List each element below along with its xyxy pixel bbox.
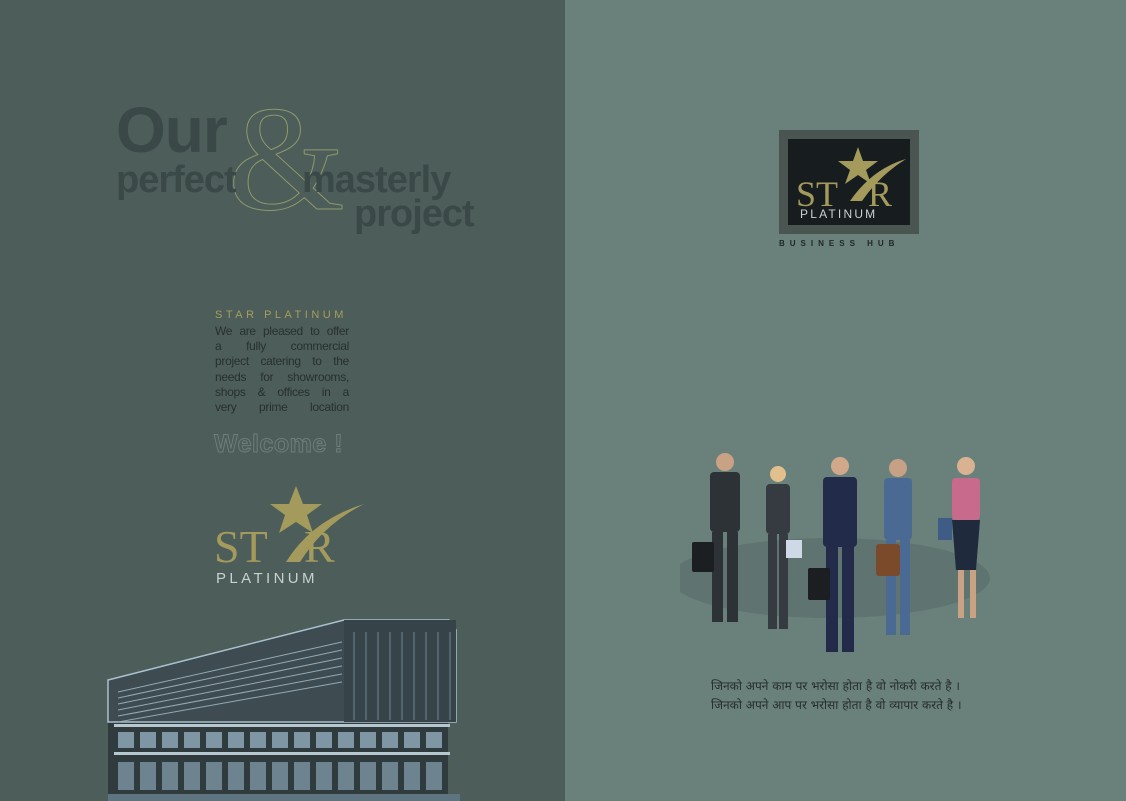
welcome-text: Welcome ! bbox=[214, 430, 344, 458]
logo-st: ST bbox=[796, 174, 839, 214]
star-platinum-logo bbox=[212, 484, 372, 594]
ampersand-outline: & bbox=[228, 76, 345, 242]
headline-our: Our bbox=[116, 94, 227, 166]
intro-line: project catering to the bbox=[215, 354, 349, 369]
right-page bbox=[565, 0, 1126, 801]
hindi-quote bbox=[711, 677, 962, 715]
business-hub-tagline: BUSINESS HUB bbox=[779, 239, 900, 248]
intro-line: a fully commercial bbox=[215, 339, 349, 354]
building-illustration bbox=[104, 612, 464, 801]
headline bbox=[116, 76, 516, 248]
business-hub-logo bbox=[779, 130, 919, 234]
quote-line: जिनको अपने आप पर भरोसा होता है वो व्यापार करते है । bbox=[711, 698, 962, 712]
intro-line: needs for showrooms, bbox=[215, 369, 349, 384]
headline-project: project bbox=[354, 193, 474, 235]
intro-line: shops & offices in a bbox=[215, 384, 349, 399]
intro-line: very prime location bbox=[215, 400, 349, 415]
logo-st: ST bbox=[214, 521, 268, 572]
logo-platinum: PLATINUM bbox=[216, 570, 318, 587]
logo-r: R bbox=[868, 174, 893, 214]
quote-line: जिनको अपने काम पर भरोसा होता है वो नोकरी करते है । bbox=[711, 679, 960, 693]
intro-body bbox=[215, 324, 349, 415]
headline-perfect: perfect bbox=[116, 159, 236, 201]
logo-inner bbox=[788, 139, 910, 225]
logo-platinum: PLATINUM bbox=[800, 207, 878, 221]
logo-r: R bbox=[304, 521, 335, 572]
business-people-illustration bbox=[680, 448, 1020, 663]
intro-title: STAR PLATINUM bbox=[215, 309, 347, 321]
intro-line: We are pleased to offer bbox=[215, 324, 349, 338]
headline-masterly: masterly bbox=[302, 159, 451, 201]
